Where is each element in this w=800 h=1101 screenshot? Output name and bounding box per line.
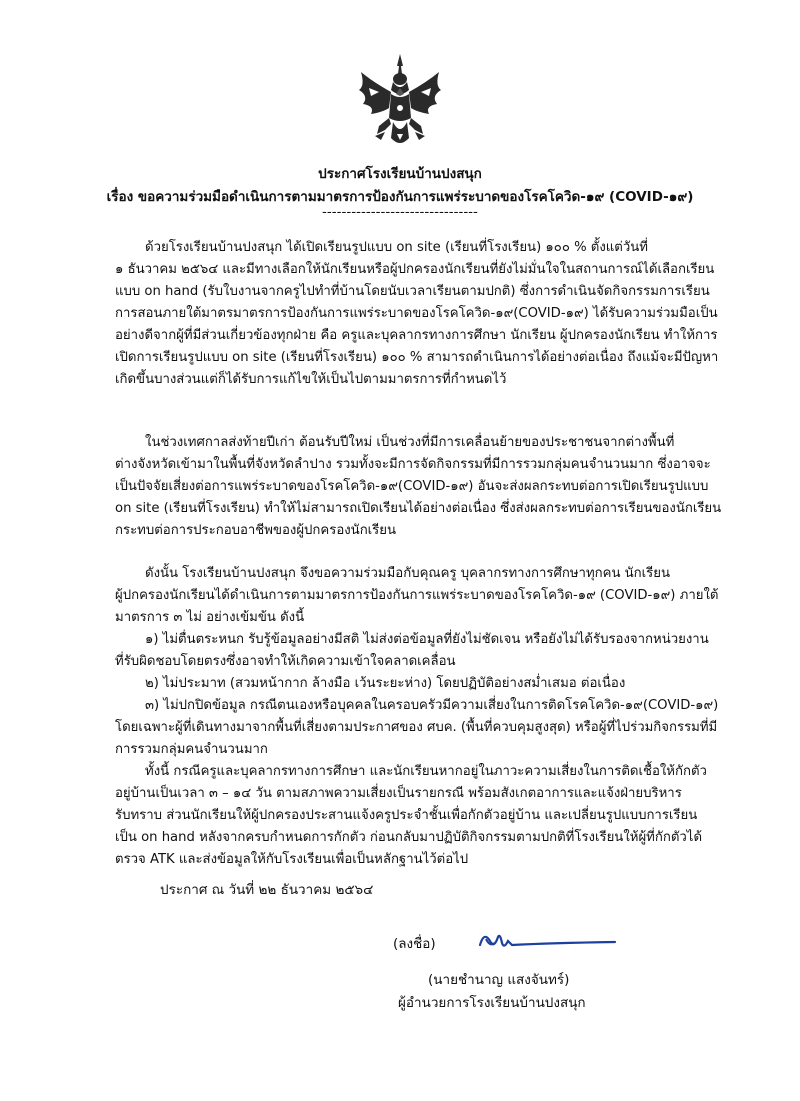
signer-position: ผู้อำนวยการโรงเรียนบ้านปงสนุก <box>398 995 586 1011</box>
paragraph-line: มาตรการ ๓ ไม่ อย่างเข้มข้น ดังนี้ <box>115 610 305 625</box>
document-title: ประกาศโรงเรียนบ้านปงสนุก <box>318 166 482 182</box>
paragraph-line: ทั้งนี้ กรณีครูและบุคลากรทางการศึกษา และนักเรียนหากอยู่ในภาวะความเสี่ยงในการติดเชื้อให้กักตัว <box>145 764 707 779</box>
paragraph-1 <box>115 237 719 391</box>
garuda-emblem-icon <box>355 52 445 152</box>
paragraph-line: การสอนภายใต้มาตรมาตรการป้องกันการแพร่ระบาดของโรคโควิด-๑๙(COVID-๑๙) ได้รับความร่วมมือเป็น <box>115 306 718 321</box>
paragraph-line: การรวมกลุ่มคนจำนวนมาก <box>115 742 268 757</box>
paragraph-line: เป็น on hand หลังจากครบกำหนดการกักตัว ก่อนกลับมาปฏิบัติกิจกรรมตามปกติที่โรงเรียนให้ผู้ที่กักตัวได้ <box>115 830 703 845</box>
measure-item-3: ๓) ไม่ปกปิดข้อมูล กรณีตนเองหรือบุคคลในครอบครัวมีความเสี่ยงในการติดโรคโควิด-๑๙(COVID-๑๙) <box>145 698 719 713</box>
paragraph-line: ดังนั้น โรงเรียนบ้านปงสนุก จึงขอความร่วมมือกับคุณครู บุคลากรทางการศึกษาทุกคน นักเรียน <box>145 566 670 581</box>
paragraph-line: กระทบต่อการประกอบอาชีพของผู้ปกครองนักเรียน <box>115 523 397 538</box>
measure-item-1: ๑) ไม่ตื่นตระหนก รับรู้ข้อมูลอย่างมีสติ ไม่ส่งต่อข้อมูลที่ยังไม่ชัดเจน หรือยังไม่ได้รับรองจากหน่วยงาน <box>145 632 709 647</box>
paragraph-line: ผู้ปกครองนักเรียนได้ดำเนินการตามมาตรการป้องกันการแพร่ระบาดของโรคโควิด-๑๙ (COVID-๑๙) ภายใต้ <box>115 588 719 603</box>
measure-item-2: ๒) ไม่ประมาท (สวมหน้ากาก ล้างมือ เว้นระยะห่าง) โดยปฏิบัติอย่างสม่ำเสมอ ต่อเนื่อง <box>145 676 626 691</box>
sign-label: (ลงชื่อ) <box>393 936 436 952</box>
paragraph-line: เป็นปัจจัยเสี่ยงต่อการแพร่ระบาดของโรคโควิด-๑๙(COVID-๑๙) อันจะส่งผลกระทบต่อการเปิดเรียนรูปแบบ <box>115 479 709 494</box>
paragraph-line: ที่รับผิดชอบโดยตรงซึ่งอาจทำให้เกิดความเข้าใจคลาดเคลื่อน <box>115 654 456 669</box>
paragraph-line: อย่างดีจากผู้ที่มีส่วนเกี่ยวข้องทุกฝ่าย คือ ครูและบุคลากรทางการศึกษา นักเรียน ผู้ปกครองนักเรียน ทำให้การ <box>115 328 718 343</box>
paragraph-line: ในช่วงเทศกาลส่งท้ายปีเก่า ต้อนรับปีใหม่ เป็นช่วงที่มีการเคลื่อนย้ายของประชาชนจากต่างพื้นที่ <box>145 435 675 450</box>
paragraph-line: อยู่บ้านเป็นเวลา ๓ – ๑๔ วัน ตามสภาพความเสี่ยงเป็นรายกรณี พร้อมสังเกตอาการและแจ้งฝ่ายบริหาร <box>115 786 682 801</box>
paragraph-line: on site (เรียนที่โรงเรียน) ทำให้ไม่สามารถเปิดเรียนได้อย่างต่อเนื่อง ซึ่งส่งผลกระทบต่อการเรียนของนักเรียน <box>115 501 722 516</box>
paragraph-line: ๑ ธันวาคม ๒๕๖๔ และมีทางเลือกให้นักเรียนหรือผู้ปกครองนักเรียนที่ยังไม่มั่นใจในสถานการณ์ได้เลือกเรียน <box>115 262 715 277</box>
title-divider: -------------------------------- <box>322 204 478 220</box>
paragraph-line: เปิดการเรียนรูปแบบ on site (เรียนที่โรงเรียน) ๑๐๐ % สามารถดำเนินการได้อย่างต่อเนื่อง ถึงแม้จะมีปัญหา <box>115 350 719 365</box>
paragraph-line: ต่างจังหวัดเข้ามาในพื้นที่จังหวัดลำปาง รวมทั้งจะมีการจัดกิจกรรมที่มีการรวมกลุ่มคนจำนวนมาก ซึ่งอาจจะ <box>115 457 711 472</box>
paragraph-line: แบบ on hand (รับใบงานจากครูไปทำที่บ้านโดยนับเวลาเรียนตามปกติ) ซึ่งการดำเนินจัดกิจกรรมการเรียน <box>115 284 710 299</box>
signature-icon <box>470 927 620 957</box>
paragraph-line: รับทราบ ส่วนนักเรียนให้ผู้ปกครองประสานแจ้งครูประจำชั้นเพื่อกักตัวอยู่บ้าน และเปลี่ยนรูปแบบการเรียน <box>115 808 698 823</box>
paragraph-line: โดยเฉพาะผู้ที่เดินทางมาจากพื้นที่เสี่ยงตามประกาศของ ศบค. (พื้นที่ควบคุมสูงสุด) หรือผู้ที่ไปร่วมกิจกรรมที่มี <box>115 720 718 735</box>
paragraph-3 <box>115 563 719 871</box>
paragraph-line: ตรวจ ATK และส่งข้อมูลให้กับโรงเรียนเพื่อเป็นหลักฐานไว้ต่อไป <box>115 852 469 867</box>
paragraph-line: ด้วยโรงเรียนบ้านปงสนุก ได้เปิดเรียนรูปแบบ on site (เรียนที่โรงเรียน) ๑๐๐ % ตั้งแต่วันที่ <box>145 240 648 255</box>
signer-name: (นายชำนาญ แสงจันทร์) <box>428 972 570 988</box>
paragraph-line: เกิดขึ้นบางส่วนแต่ก็ได้รับการแก้ไขให้เป็นไปตามมาตรการที่กำหนดไว้ <box>115 372 507 387</box>
announcement-date: ประกาศ ณ วันที่ ๒๒ ธันวาคม ๒๕๖๔ <box>160 882 374 898</box>
paragraph-2 <box>115 432 722 542</box>
document-subject: เรื่อง ขอความร่วมมือดำเนินการตามมาตรการป้องกันการแพร่ระบาดของโรคโควิด-๑๙ (COVID-๑๙) <box>106 189 694 205</box>
